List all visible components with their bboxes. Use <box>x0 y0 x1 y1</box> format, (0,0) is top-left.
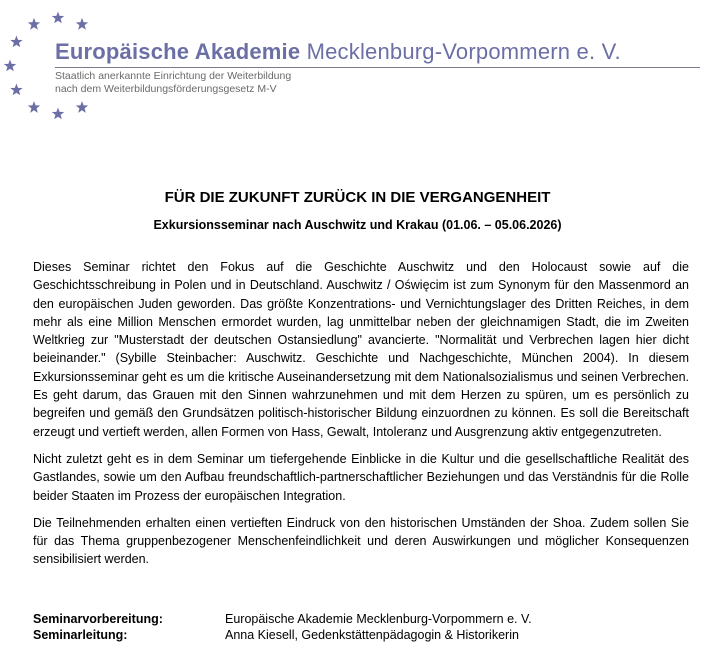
star-icon <box>4 60 16 72</box>
letterhead <box>0 0 715 130</box>
credits <box>33 611 689 643</box>
credit-value: Anna Kiesell, Gedenkstättenpädagogin & Historikerin <box>225 628 519 642</box>
credit-label: Seminarleitung: <box>33 628 128 642</box>
star-icon <box>10 84 22 96</box>
body-paragraph: Dieses Seminar richtet den Fokus auf die Geschichte Auschwitz und den Holocaust sowie auf die Geschichtsschreibung in Polen und in Deutschland. Auschwitz / Oświęcim ist zum Synonym für den Massenmord an den europäischen Juden geworden. Das größte Konzentrations- und Vernichtungslager des Dritten Reiches, in dem mehr als eine Million Menschen ermordet wurden, lag unmittelbar neben der gleichnamigen Stadt, die im Zweiten Weltkrieg zur "Musterstadt der deutschen Ostansiedlung" avancierte. "Normalität und Verbrechen lagen hier dicht beieinander." (Sybille Steinbacher: Auschwitz. Geschichte und Nachgeschichte, München 2004). In diesem Exkursionsseminar geht es um die kritische Auseinandersetzung mit dem Nationalsozialismus und seinen Verbrechen. Es geht darum, das Grauen mit den Sinnen wahrzunehmen und mit dem Herzen zu spüren, um es persönlich zu begreifen und gemäß den Grundsätzen politisch-historischer Bildung einzuordnen zu können. Es soll die Bereitschaft erzeugt und vertieft werden, allen Formen von Hass, Gewalt, Intoleranz und Ausgrenzung aktiv entgegenzutreten. <box>33 260 689 439</box>
letterhead-rule <box>55 67 700 68</box>
document-body <box>33 258 689 578</box>
star-icon <box>76 101 88 113</box>
credit-row-leadership <box>33 627 689 643</box>
star-icon <box>76 18 88 30</box>
document-subtitle: Exkursionsseminar nach Auschwitz und Krakau (01.06. – 05.06.2026) <box>153 218 562 232</box>
organization-name-bold: Europäische Akademie <box>55 39 301 64</box>
star-icon <box>52 12 64 24</box>
body-paragraph: Die Teilnehmenden erhalten einen vertieften Eindruck von den historischen Umständen der Shoa. Zudem sollen Sie für das Thema gruppenbezogener Menschenfeindlichkeit und deren Auswirkungen und möglicher Konsequenzen sensibilisiert werden. <box>33 515 689 567</box>
star-icon <box>52 108 64 120</box>
credit-value: Europäische Akademie Mecklenburg-Vorpommern e. V. <box>225 612 532 626</box>
letterhead-subline-2: nach dem Weiterbildungsförderungsgesetz M-V <box>55 83 277 95</box>
body-paragraph: Nicht zuletzt geht es in dem Seminar um tiefergehende Einblicke in die Kultur und die gesellschaftliche Realität des Gastlandes, sowie um den Aufbau freundschaftlich-partnerschaftlicher Beziehungen und das Verständnis für die Rolle beider Staaten im Prozess der europäischen Integration. <box>33 451 689 503</box>
organization-name <box>55 38 621 66</box>
document-title: FÜR DIE ZUKUNFT ZURÜCK IN DIE VERGANGENHEIT <box>164 189 551 206</box>
credit-row-preparation <box>33 611 689 627</box>
organization-name-rest: Mecklenburg-Vorpommern e. V. <box>300 39 621 64</box>
star-icon <box>28 18 40 30</box>
credit-label: Seminarvorbereitung: <box>33 612 163 626</box>
letterhead-subline-1: Staatlich anerkannte Einrichtung der Weiterbildung <box>55 70 292 82</box>
star-icon <box>10 36 22 48</box>
star-icon <box>28 101 40 113</box>
